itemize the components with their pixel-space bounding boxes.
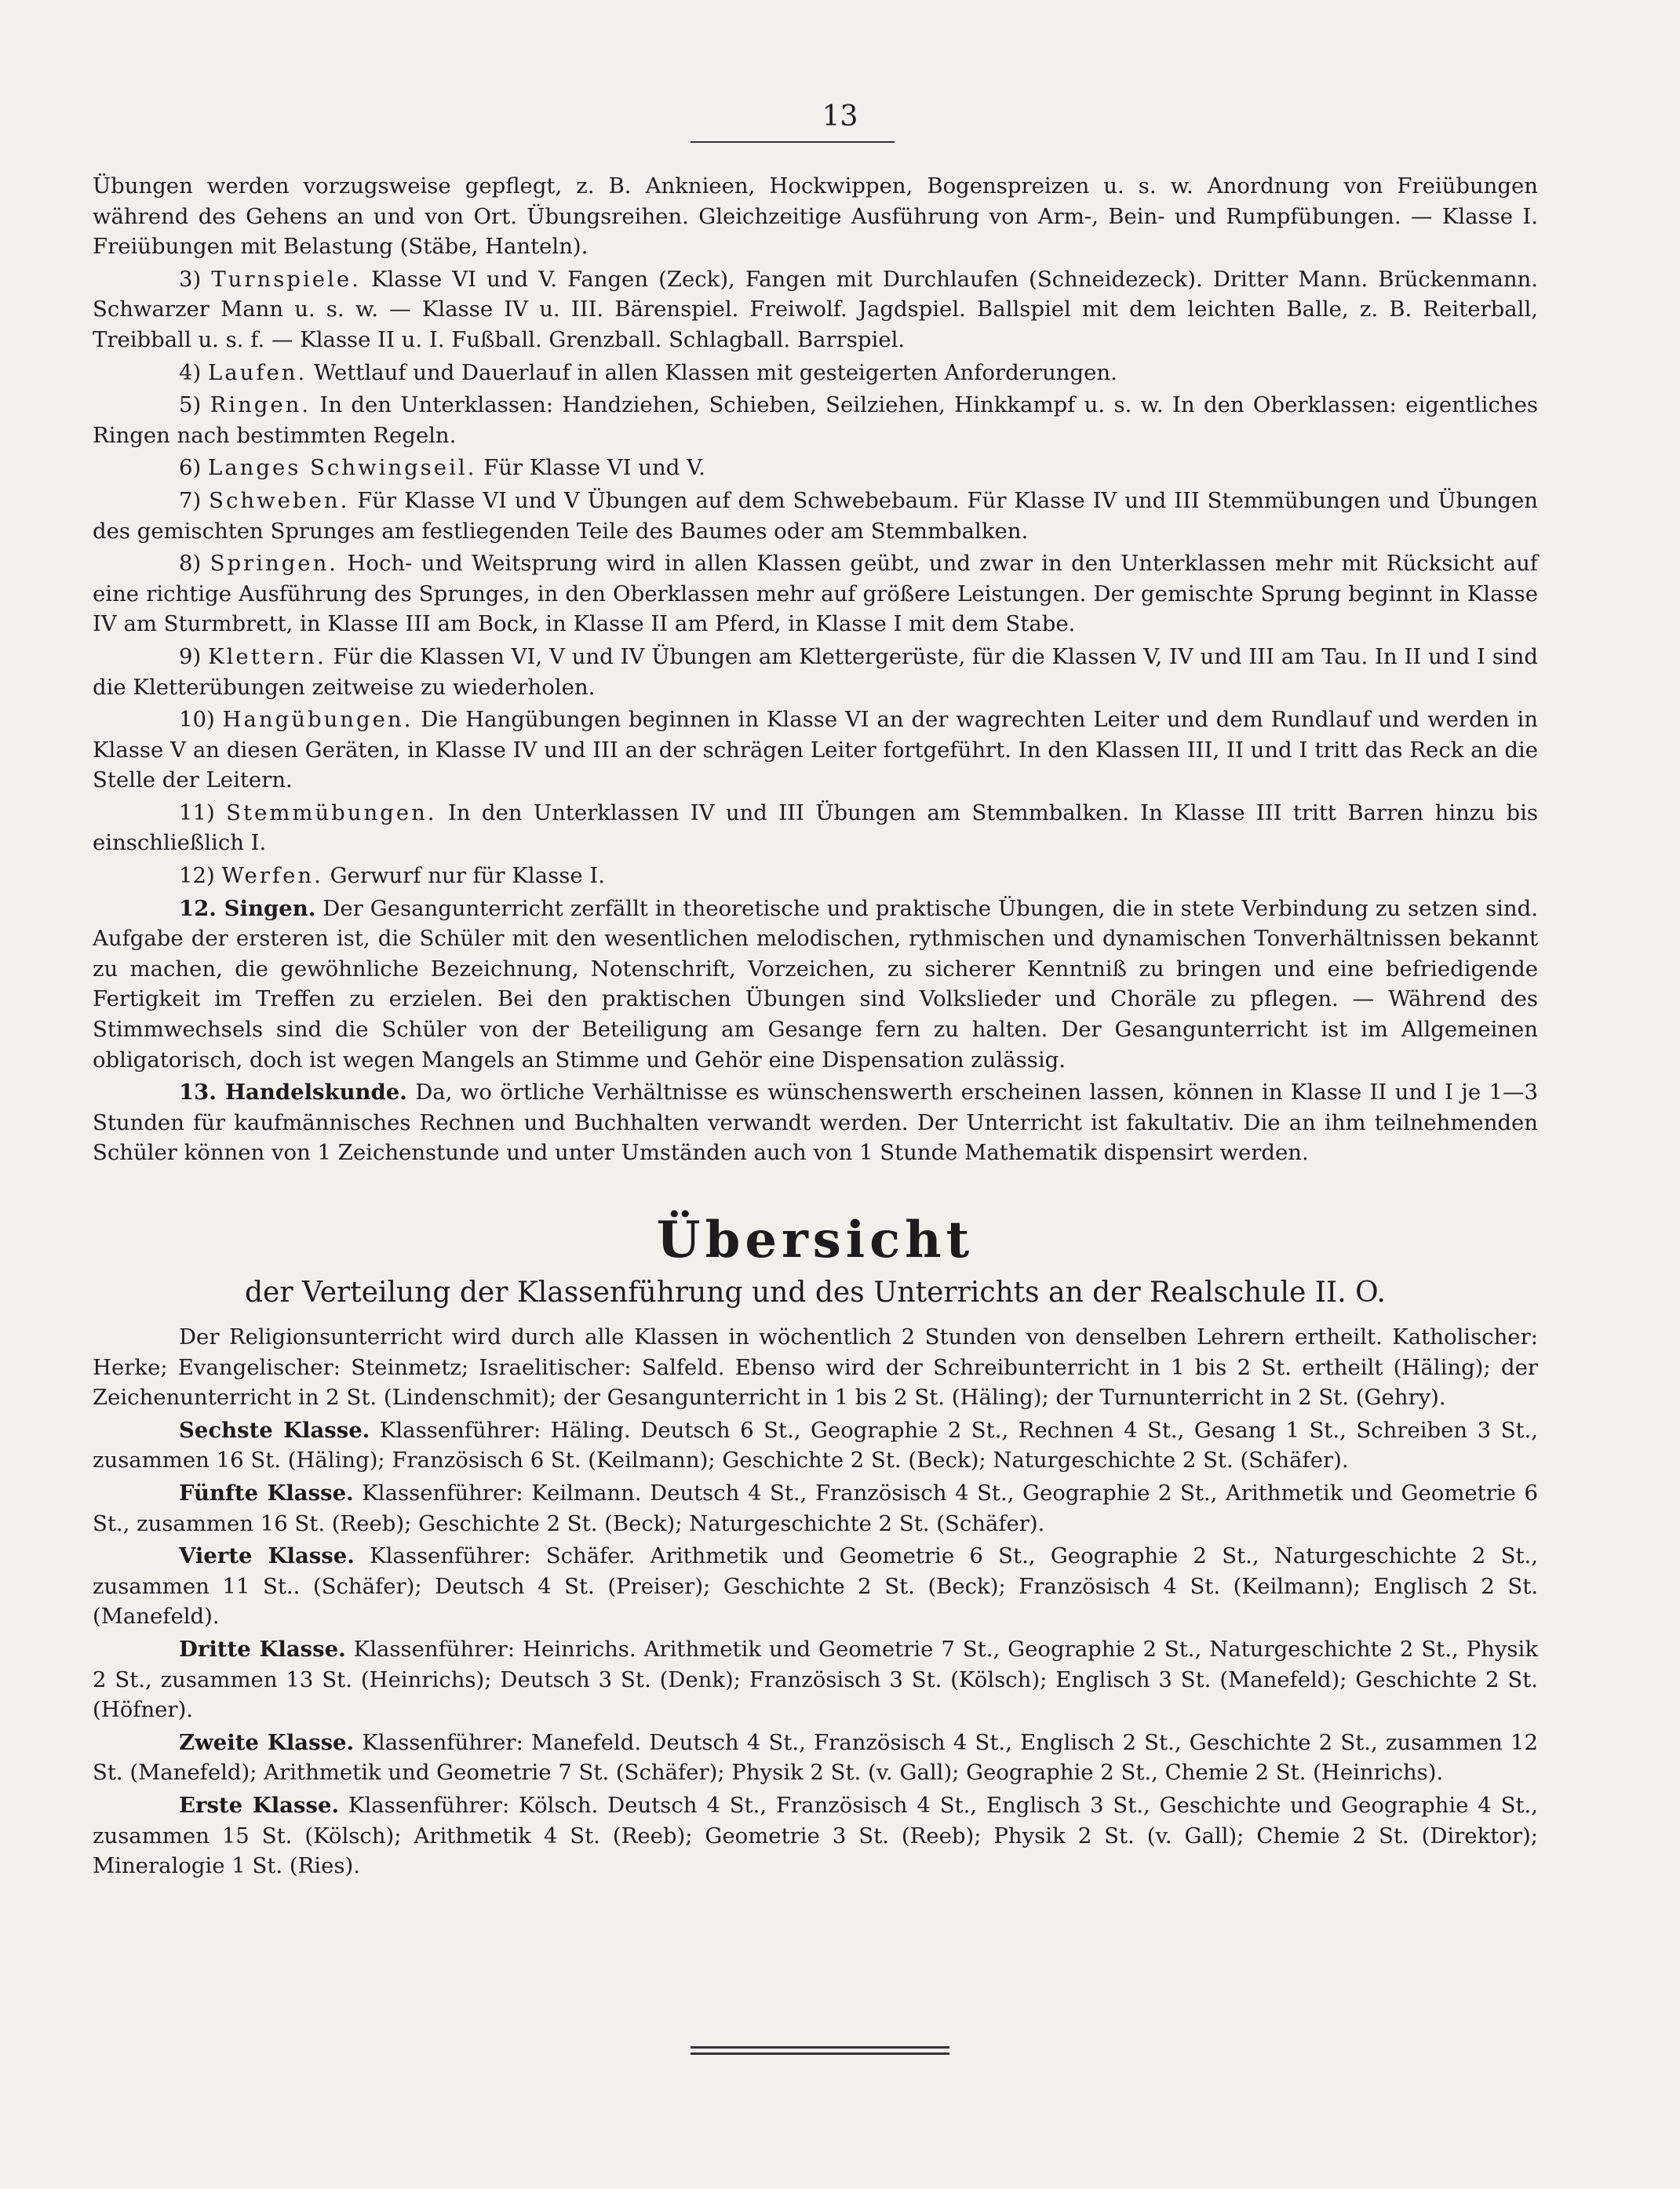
item-number: 3)	[179, 266, 202, 292]
header-rule	[691, 141, 895, 143]
item-head: Laufen.	[207, 359, 308, 385]
overview-intro: Der Religionsunterricht wird durch alle Klassen in wöchentlich 2 Stunden von denselben Lehrern ertheilt. Katholischer: Herke; Evangelischer: Steinmetz; Israelitischer: Salfeld. Ebenso wird der Schreibunterricht in 1 bis 2 St. ertheilt (Häling); der Zeichenunterricht in 2 St. (Lindenschmit); der Gesangunterricht in 1 bis 2 St. (Häling); der Turnunterricht in 2 St. (Gehry).	[93, 1324, 1538, 1411]
class-sechste	[93, 1415, 1538, 1476]
item-head: Hangübungen.	[222, 707, 414, 733]
class-body: Klassenführer: Schäfer. Arithmetik und Geometrie 6 St., Geographie 2 St., Naturgeschichte 2 St., zusammen 11 St.. (Schäfer); Deutsch 4 St. (Preiser); Geschichte 2 St. (Beck); Französisch 4 St. (Keilmann); Englisch 2 St. (Manefeld).	[93, 1543, 1538, 1630]
item-springen	[93, 548, 1538, 639]
item-number: 5)	[179, 392, 202, 418]
section-body: Der Gesangunterricht zerfällt in theoretische und praktische Übungen, die in stete Verbindung zu setzen sind. Aufgabe der ersteren ist, die Schüler mit den wesentlichen melodischen, rythmischen und dynamischen Tonverhältnissen bekannt zu machen, die gewöhnliche Bezeichnung, Notenschrift, Vorzeichen, zu sicherer Kenntniß zu bringen und eine befriedigende Fertigkeit im Treffen zu erzielen. Bei den praktischen Übungen sind Volkslieder und Choräle zu pflegen. — Während des Stimmwechsels sind die Schüler von der Beteiligung am Gesange fern zu halten. Der Gesangunterricht ist im Allgemeinen obligatorisch, doch ist wegen Mangels an Stimme und Gehör eine Dispensation zulässig.	[93, 895, 1538, 1073]
item-number: 8)	[179, 551, 202, 577]
item-head: Springen.	[210, 551, 339, 577]
item-ringen	[93, 390, 1538, 450]
closing-double-rule	[691, 2046, 949, 2059]
item-head: Schweben.	[209, 487, 350, 513]
class-fuenfte	[93, 1478, 1538, 1539]
item-body: Für die Klassen VI, V und IV Übungen am Klettergerüste, für die Klassen V, IV und III am Tau. In II und I sind die Kletterübungen zeitweise zu wiederholen.	[93, 643, 1538, 700]
item-body: Klasse VI und V. Fangen (Zeck), Fangen mit Durchlaufen (Schneidezeck). Dritter Mann. Brückenmann. Schwarzer Mann u. s. w. — Klasse IV u. III. Bärenspiel. Freiwolf. Jagdspiel. Ballspiel mit dem leichten Balle, z. B. Reiterball, Treibball u. s. f. — Klasse II u. I. Fußball. Grenzball. Schlagball. Barrspiel.	[93, 266, 1538, 352]
section-head: 13. Handelskunde.	[179, 1080, 407, 1105]
item-head: Ringen.	[210, 392, 312, 418]
class-erste	[93, 1790, 1538, 1881]
class-head: Fünfte Klasse.	[179, 1480, 354, 1506]
item-klettern	[93, 642, 1538, 702]
item-body: Für Klasse VI und V Übungen auf dem Schwebebaum. Für Klasse IV und III Stemmübungen und Übungen des gemischten Sprunges am festliegenden Teile des Baumes oder am Stemmbalken.	[93, 487, 1538, 544]
item-body: Für Klasse VI und V.	[483, 455, 705, 481]
class-body: Klassenführer: Keilmann. Deutsch 4 St., Französisch 4 St., Geographie 2 St., Arithmetik und Geometrie 6 St., zusammen 16 St. (Reeb); Geschichte 2 St. (Beck); Naturgeschichte 2 St. (Schäfer).	[93, 1480, 1538, 1536]
section-handelskunde	[93, 1077, 1538, 1168]
class-head: Sechste Klasse.	[179, 1417, 370, 1443]
class-head: Dritte Klasse.	[179, 1636, 346, 1662]
class-head: Zweite Klasse.	[179, 1729, 355, 1755]
item-body: Wettlauf und Dauerlauf in allen Klassen mit gesteigerten Anforderungen.	[314, 359, 1117, 385]
item-body: Gerwurf nur für Klasse I.	[330, 863, 605, 889]
class-head: Vierte Klasse.	[179, 1543, 355, 1569]
item-schweben	[93, 486, 1538, 546]
page-number: 13	[822, 100, 858, 133]
class-body: Klassenführer: Kölsch. Deutsch 4 St., Französisch 4 St., Englisch 3 St., Geschichte und Geographie 4 St., zusammen 15 St. (Kölsch); Arithmetik 4 St. (Reeb); Geometrie 3 St. (Reeb); Physik 2 St. (v. Gall); Chemie 2 St. (Direktor); Mineralogie 1 St. (Ries).	[93, 1792, 1539, 1879]
item-number: 4)	[179, 359, 202, 385]
item-head: Werfen.	[221, 863, 323, 889]
item-turnspiele	[93, 264, 1538, 355]
rule-line	[691, 2052, 949, 2055]
section-head: 12. Singen.	[179, 895, 316, 921]
item-head: Langes Schwingseil.	[207, 455, 477, 481]
text-column	[93, 171, 1538, 1884]
item-head: Turnspiele.	[211, 266, 361, 292]
class-body: Klassenführer: Heinrichs. Arithmetik und Geometrie 7 St., Geographie 2 St., Naturgeschichte 2 St., Physik 2 St., zusammen 13 St. (Heinrichs); Deutsch 3 St. (Denk); Französisch 3 St. (Kölsch); Englisch 3 St. (Manefeld); Geschichte 2 St. (Höfner).	[93, 1636, 1538, 1723]
item-number: 11)	[179, 799, 215, 825]
item-head: Klettern.	[208, 643, 326, 669]
item-body: Hoch- und Weitsprung wird in allen Klassen geübt, und zwar in den Unterklassen mehr mit Rücksicht auf eine richtige Ausführung des Sprunges, in den Oberklassen mehr auf größere Leistungen. Der gemischte Sprung beginnt in Klasse IV am Sturmbrett, in Klasse III am Bock, in Klasse II am Pferd, in Klasse I mit dem Stabe.	[93, 551, 1538, 637]
item-number: 9)	[179, 643, 202, 669]
class-body: Klassenführer: Manefeld. Deutsch 4 St., Französisch 4 St., Englisch 2 St., Geschichte 2 St., zusammen 12 St. (Manefeld); Arithmetik und Geometrie 7 St. (Schäfer); Physik 2 St. (v. Gall); Geographie 2 St., Chemie 2 St. (Heinrichs).	[93, 1729, 1538, 1786]
rule-line	[691, 2046, 949, 2049]
item-body: Die Hangübungen beginnen in Klasse VI an der wagrechten Leiter und dem Rundlauf und werden in Klasse V an diesen Geräten, in Klasse IV und III an der schrägen Leiter fortgeführt. In den Klassen III, II und I tritt das Reck an die Stelle der Leitern.	[93, 707, 1538, 793]
class-zweite	[93, 1728, 1538, 1788]
class-head: Erste Klasse.	[179, 1792, 340, 1818]
intro-paragraph: Übungen werden vorzugsweise gepflegt, z. B. Anknieen, Hockwippen, Bogenspreizen u. s. w. Anordnung von Freiübungen während des Gehens an und von Ort. Übungsreihen. Gleichzeitige Ausführung von Arm-, Bein- und Rumpfübungen. — Klasse I. Freiübungen mit Belastung (Stäbe, Hanteln).	[93, 173, 1538, 260]
item-body: In den Unterklassen: Handziehen, Schieben, Seilziehen, Hinkkampf u. s. w. In den Oberklassen: eigentliches Ringen nach bestimmten Regeln.	[93, 392, 1538, 448]
item-number: 12)	[179, 863, 215, 889]
section-singen	[93, 894, 1538, 1076]
item-hanguebungen	[93, 705, 1538, 796]
item-laufen	[93, 358, 1538, 388]
overview-subtitle: der Verteilung der Klassenführung und des Unterrichts an der Realschule II. O.	[245, 1277, 1386, 1309]
item-stemmuebungen	[93, 798, 1538, 858]
item-werfen	[93, 861, 1538, 891]
item-head: Stemmübungen.	[226, 799, 437, 825]
class-vierte	[93, 1541, 1538, 1632]
section-body: Da, wo örtliche Verhältnisse es wünschenswerth erscheinen lassen, können in Klasse II und I je 1—3 Stunden für kaufmännisches Rechnen und Buchhalten verwandt werden. Der Unterricht ist fakultativ. Die an ihm teilnehmenden Schüler können von 1 Zeichenstunde und unter Umständen auch von 1 Stunde Mathematik dispensirt werden.	[93, 1080, 1538, 1166]
class-body: Klassenführer: Häling. Deutsch 6 St., Geographie 2 St., Rechnen 4 St., Gesang 1 St., Schreiben 3 St., zusammen 16 St. (Häling); Französisch 6 St. (Keilmann); Geschichte 2 St. (Beck); Naturgeschichte 2 St. (Schäfer).	[93, 1417, 1538, 1473]
item-number: 10)	[179, 707, 215, 733]
item-body: In den Unterklassen IV und III Übungen am Stemmbalken. In Klasse III tritt Barren hinzu bis einschließlich I.	[93, 799, 1538, 856]
item-schwingseil	[93, 453, 1538, 483]
overview-title: Übersicht	[656, 1211, 975, 1269]
class-dritte	[93, 1634, 1538, 1725]
item-number: 6)	[179, 455, 202, 481]
item-number: 7)	[179, 487, 202, 513]
